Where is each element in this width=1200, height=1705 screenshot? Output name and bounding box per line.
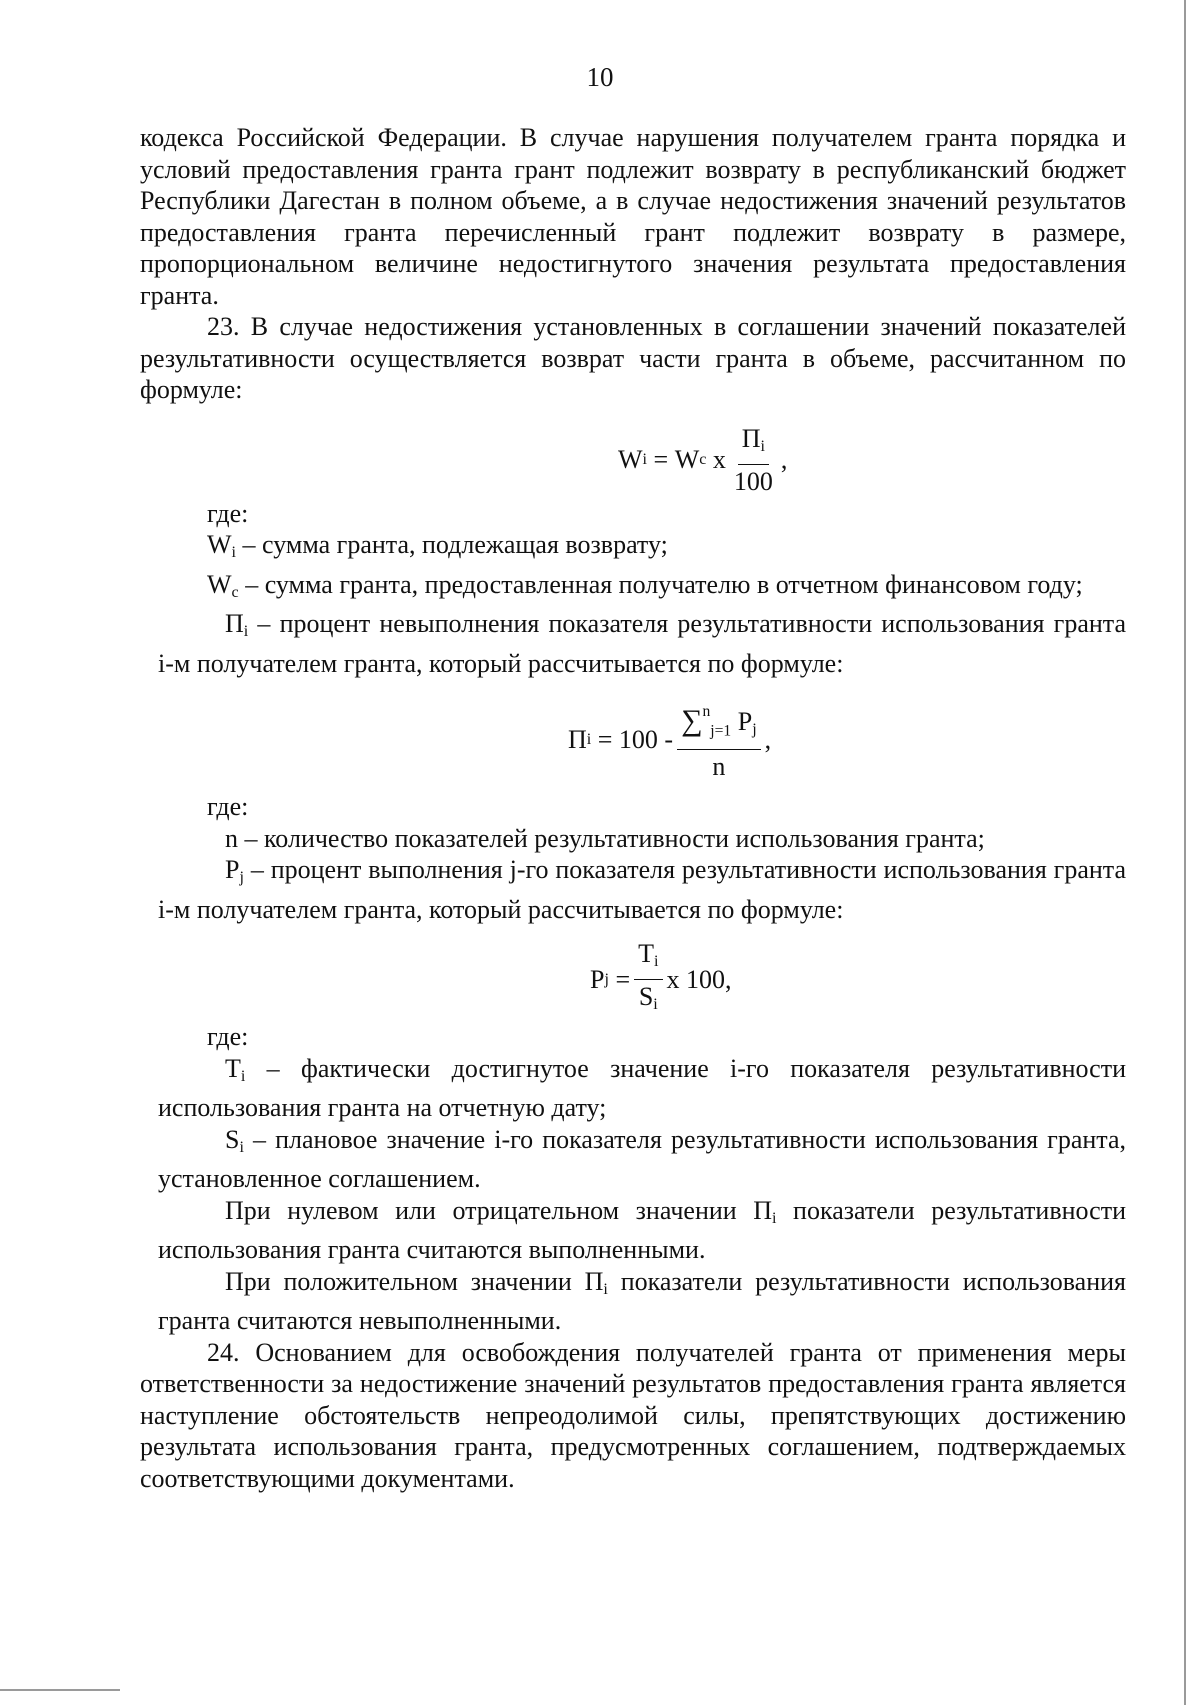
f1-lhs: W [618, 445, 643, 475]
where-label-2: где: [207, 792, 249, 822]
def-ti: $T_i$ – фактически достигнутое значение i-го показателя результативности использования гранта на отчетную дату; [158, 1053, 1126, 1123]
def-wi: $W_i$ – сумма гранта, подлежащая возврату; [207, 530, 668, 562]
formula-pj [140, 925, 1126, 1021]
f1-lhs-sub: i [642, 451, 648, 469]
formula-wi [140, 406, 1126, 498]
f2-tail: , [764, 724, 772, 754]
f2-sup: n [702, 703, 711, 721]
f1-w: W [674, 445, 700, 475]
scan-edge-line [1184, 0, 1186, 1705]
page-number: 10 [586, 62, 614, 92]
f3-tail: , [725, 964, 732, 994]
f3-num: T [638, 939, 655, 969]
formula-pi [140, 679, 1126, 791]
f1-fraction [730, 424, 777, 497]
f1-num: П [741, 423, 761, 453]
f2-fraction [677, 697, 761, 781]
def-pj: $P_j$ – процент выполнения j-го показателя результативности использования гранта i-м получателем гранта, который рассчитывается по формуле: [158, 855, 1126, 924]
f3-times: x 100 [666, 964, 725, 994]
f1-times: x [712, 445, 726, 475]
scan-bottom-line [0, 1689, 120, 1691]
where-label-3: где: [207, 1022, 249, 1052]
f2-lhs-sub: i [586, 730, 592, 748]
f1-w-sub: c [699, 451, 707, 469]
where-label-1: где: [207, 498, 249, 528]
f2-p: P [737, 707, 753, 737]
paragraph-positive: При положительном значении $П_i$ показатели результативности использования гранта считаются невыполненными. [158, 1266, 1126, 1336]
def-wc: $W_c$ – сумма гранта, предоставленная получателю в отчетном финансовом году; [207, 569, 1083, 601]
f2-den: n [712, 751, 726, 781]
f3-num-sub: i [654, 953, 659, 971]
paragraph-continuation: кодекса Российской Федерации. В случае нарушения получателем гранта порядка и условий предоставления гранта грант подлежит возврату в республиканский бюджет Республики Дагестан в полном объеме, а в случае недостижения значений результатов предоставления гранта перечисленный грант подлежит возврату в размере, пропорциональном величине недостигнутого значения результата предоставления гранта. [140, 123, 1126, 310]
f2-lhs: П [568, 724, 587, 754]
f1-num-sub: i [760, 437, 766, 455]
f2-sigma: ∑ [681, 704, 703, 738]
f2-p-sub: j [752, 721, 757, 739]
f3-fraction [634, 939, 662, 1020]
f3-lhs-sub: j [604, 970, 609, 988]
f1-eq: = [653, 445, 669, 475]
def-pi: $П_i$ – процент невыполнения показателя результативности использования гранта i-м получателем гранта, который рассчитывается по формуле: [158, 609, 1126, 678]
def-n: n – количество показателей результативности использования гранта; [225, 823, 985, 853]
f3-eq: = [615, 964, 631, 994]
f1-den: 100 [733, 466, 773, 496]
f2-eq: = 100 - [597, 724, 674, 754]
f1-tail: , [780, 445, 788, 475]
document-body [140, 122, 1126, 1494]
f3-den: S [638, 982, 654, 1012]
paragraph-24: 24. Основанием для освобождения получателей гранта от применения меры ответственности за недостижение значений результатов предоставления гранта является наступление обстоятельств непреодолимой силы, препятствующих достижению результата использования гранта, предусмотренных соглашением, подтверждаемых соответствующими документами. [140, 1337, 1126, 1493]
paragraph-23: 23. В случае недостижения установленных в соглашении значений показателей результативности осуществляется возврат части гранта в объеме, рассчитанном по формуле: [140, 312, 1126, 404]
f3-lhs: P [590, 964, 605, 994]
paragraph-zero: При нулевом или отрицательном значении $П_i$ показатели результативности использования гранта считаются выполненными. [158, 1195, 1126, 1265]
f3-den-sub: i [653, 996, 658, 1014]
f2-low: j=1 [710, 722, 732, 740]
def-si: $S_i$ – плановое значение i-го показателя результативности использования гранта, установленное соглашением. [158, 1124, 1126, 1194]
